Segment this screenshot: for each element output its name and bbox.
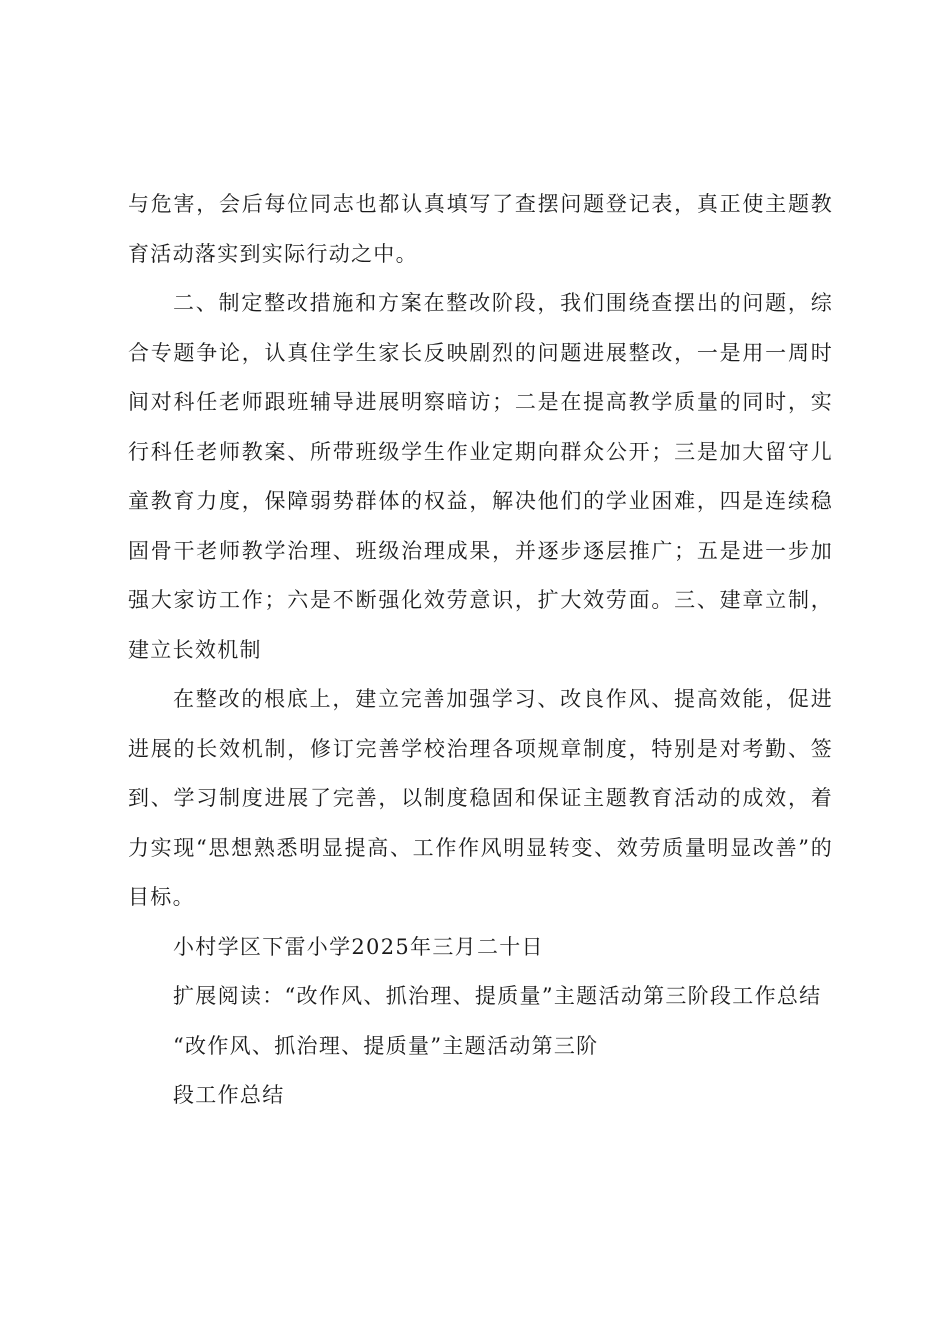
paragraph-rectification-measures: 二、制定整改措施和方案在整改阶段，我们围绕查摆出的问题，综合专题争论，认真住学生家长反映剧烈的问题进展整改，一是用一周时间对科任老师跟班辅导进展明察暗访；二是在提高教学质量的同时，实行科任老师教案、所带班级学生作业定期向群众公开；三是加大留守儿童教育力度，保障弱势群体的权益，解决他们的学业困难，四是连续稳固骨干老师教学治理、班级治理成果，并逐步逐层推广；五是进一步加强大家访工作；六是不断强化效劳意识，扩大效劳面。三、建章立制，建立长效机制: [128, 291, 833, 662]
section-title-line-1: “改作风、抓治理、提质量”主题活动第三阶: [173, 1033, 599, 1058]
section-title-line-2: 段工作总结: [173, 1083, 285, 1107]
paragraph-long-term-mechanism: 在整改的根底上，建立完善加强学习、改良作风、提高效能，促进进展的长效机制，修订完善学校治理各项规章制度，特别是对考勤、签到、学习制度进展了完善，以制度稳固和保证主题教育活动的成效，着力实现“思想熟悉明显提高、工作作风明显转变、效劳质量明显改善”的目标。: [128, 687, 833, 909]
signature-date-line: 小村学区下雷小学2025年三月二十日: [173, 934, 544, 959]
extended-reading-line: 扩展阅读：“改作风、抓治理、提质量”主题活动第三阶段工作总结: [173, 984, 822, 1008]
paragraph-continuation: 与危害，会后每位同志也都认真填写了查摆问题登记表，真正使主题教育活动落实到实际行动之中。: [128, 192, 833, 266]
document-body: [128, 180, 833, 1121]
